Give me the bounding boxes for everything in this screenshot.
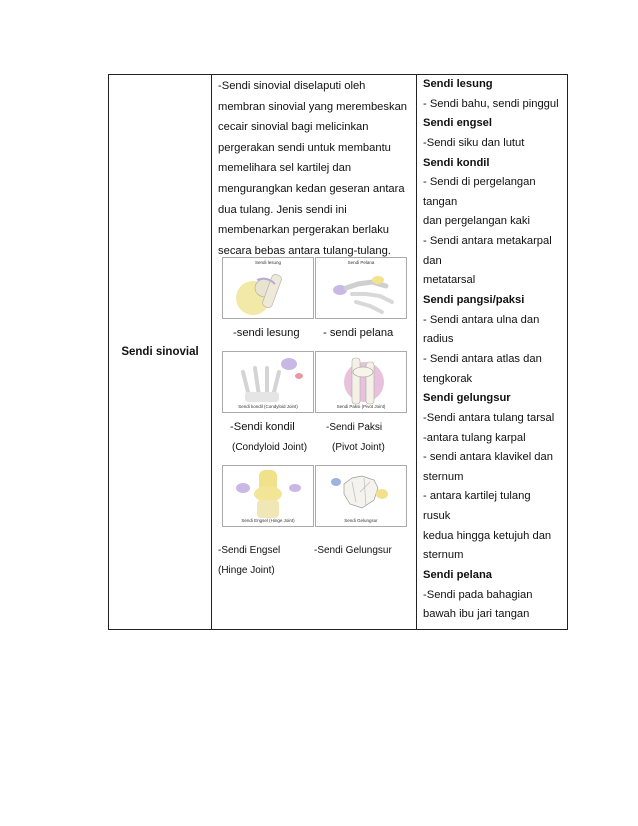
pivot-label: -Sendi Paksi (326, 422, 383, 433)
hinge-joint-image (222, 465, 314, 527)
image-caption: Sendi Engsel (Hinge Joint) (241, 518, 295, 523)
condyloid-joint-image (222, 351, 314, 413)
joint-example-line: - Sendi antara atlas dan (423, 352, 542, 365)
description-line: secara bebas antara tulang-tulang. (218, 244, 391, 257)
description-line: memelihara sel kartilej dan (218, 162, 352, 175)
ball-socket-joint-image (222, 257, 314, 319)
pivot-joint-image (315, 351, 407, 413)
joint-example-line: kedua hingga ketujuh dan (423, 529, 552, 542)
joint-type-heading: Sendi lesung (423, 78, 493, 90)
joint-example-line: -antara tulang karpal (423, 431, 526, 444)
joint-type-heading: Sendi gelungsur (423, 392, 511, 405)
joint-example-line: -Sendi antara tulang tarsal (423, 411, 555, 424)
saddle-joint-image (315, 257, 407, 319)
joint-example-line: - Sendi antara metakarpal (423, 235, 552, 248)
description-line: membran sinovial yang merembeskan (218, 100, 408, 113)
ball-socket-label: -sendi lesung (233, 327, 300, 339)
description-line: mengurangkan kedan geseran antara (218, 182, 405, 195)
description-paragraph (218, 76, 408, 261)
image-caption: Sendi lesung (254, 260, 282, 265)
condyloid-sublabel: (Condyloid Joint) (232, 442, 308, 453)
image-caption: Sendi kondil (Condyloid Joint) (238, 404, 298, 409)
joint-table (108, 74, 568, 630)
gliding-label: -Sendi Gelungsur (314, 545, 392, 556)
joint-example-line: - Sendi di pergelangan (423, 176, 536, 189)
joint-example-line: -Sendi siku dan lutut (423, 136, 525, 149)
description-line: cecair sinovial bagi melicinkan (218, 121, 369, 134)
joint-example-line: rusuk (423, 510, 451, 523)
joint-type-heading: Sendi pelana (423, 569, 493, 582)
description-line: pergerakan sendi untuk membantu (218, 141, 391, 154)
joint-example-line: dan (423, 254, 442, 267)
image-caption: Sendi Paksi (Pivot Joint) (336, 404, 386, 409)
joint-example-line: - sendi antara klavikel dan (423, 451, 553, 464)
joint-example-line: - Sendi bahu, sendi pinggul (423, 97, 559, 110)
description-line: membenarkan pergerakan berlaku (218, 224, 390, 237)
joint-example-line: dan pergelangan kaki (423, 215, 530, 228)
pivot-sublabel: (Pivot Joint) (332, 442, 385, 453)
column-divider (416, 75, 417, 629)
joint-example-line: bawah ibu jari tangan (423, 608, 530, 621)
joint-example-line: sternum (423, 549, 464, 562)
description-line: dua tulang. Jenis sendi ini (218, 203, 347, 216)
joint-type-heading: Sendi pangsi/paksi (423, 294, 525, 307)
row-header: Sendi sinovial (121, 346, 199, 358)
joint-example-line: -Sendi pada bahagian (423, 588, 533, 601)
joint-type-heading: Sendi kondil (423, 156, 490, 169)
image-caption: Sendi Pelana (347, 260, 375, 265)
gliding-joint-image (315, 465, 407, 527)
hinge-sublabel: (Hinge Joint) (218, 565, 275, 576)
examples-cell (423, 75, 569, 629)
saddle-label: - sendi pelana (323, 327, 394, 339)
description-cell (218, 75, 408, 629)
condyloid-label: -Sendi kondil (230, 421, 295, 433)
joint-example-line: sternum (423, 470, 464, 483)
joint-example-line: radius (423, 333, 454, 346)
joint-example-line: tangan (423, 195, 458, 208)
joint-type-heading: Sendi engsel (423, 117, 493, 130)
joint-example-line: tengkorak (423, 372, 473, 385)
joint-example-line: metatarsal (423, 274, 476, 287)
image-caption: Sendi Gelungsur (344, 518, 378, 523)
joint-example-line: - Sendi antara ulna dan (423, 313, 540, 326)
description-line: -Sendi sinovial diselaputi oleh (218, 80, 366, 92)
joint-example-line: - antara kartilej tulang (423, 490, 531, 503)
hinge-label: -Sendi Engsel (218, 545, 281, 556)
column-divider (211, 75, 212, 629)
